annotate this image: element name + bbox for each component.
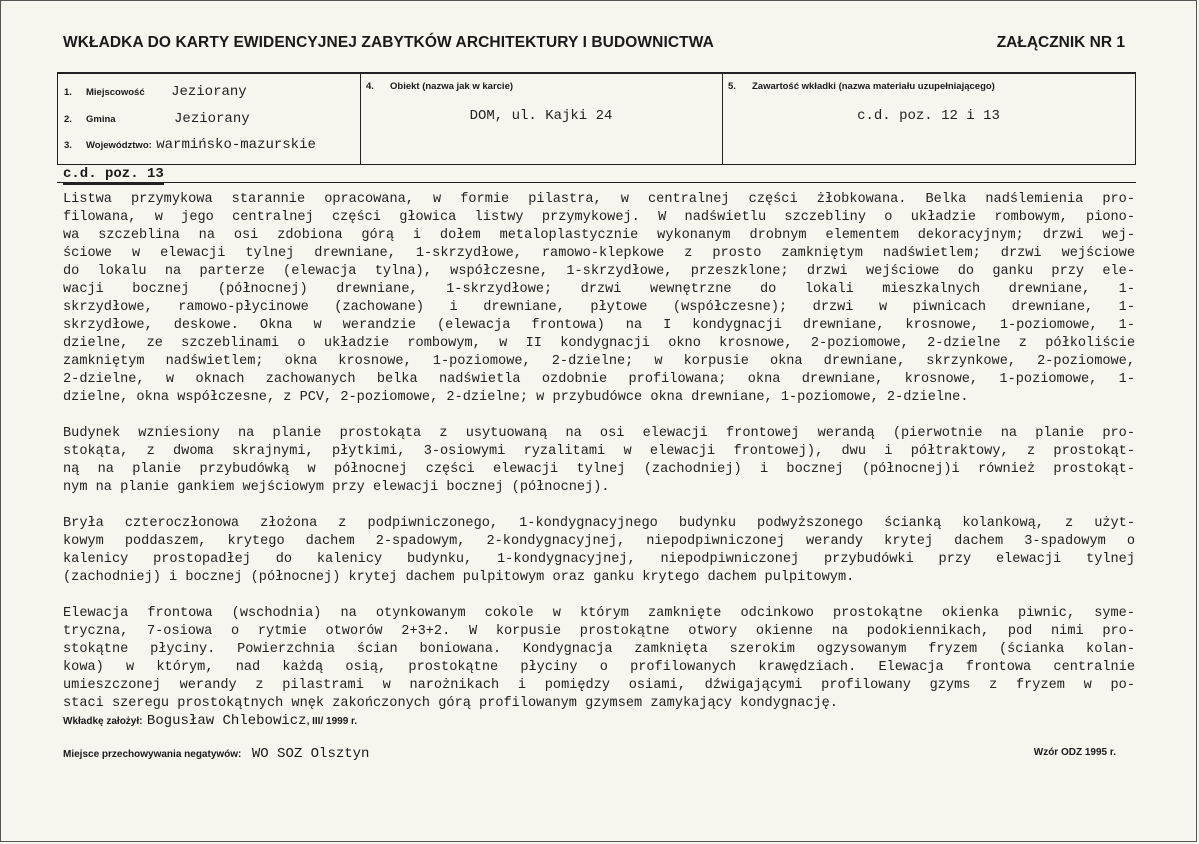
text-line: ściowe w elewacji tylnej drewniane, 1-skrzydłowe, ramowo-klepkowe z prosto zamkniętym nadświetlem; drzwi wejściowe — [63, 246, 1135, 261]
text-line: stokątne płyciny. Powierzchnia ścian boniowana. Kondygnacja zamknięta szerokim ogzysowanym fryzem (ścianka kolan- — [63, 642, 1135, 657]
field-number: 4. — [366, 81, 374, 92]
province-row — [64, 135, 316, 153]
text-line: tryczna, 7-osiowa o rytmie otworów 2+3+2. W korpusie prostokątne otwory okienne na podokiennikach, pod nimi pro- — [63, 624, 1135, 639]
text-line: kowa) w którym, nad każdą osią, prostokątne płyciny o profilowanych krawędziach. Elewacja frontowa centralnie — [63, 660, 1135, 675]
field-number: 1. — [64, 87, 72, 98]
text-line: filowana, w jego centralnej części głowica listwy przymykowej. W nadświetlu szczebliny o układzie rombowym, piono- — [63, 210, 1135, 225]
author-name: Bogusław Chlebowicz — [146, 713, 307, 729]
text-line: dzielne, okna współczesne, z PCV, 2-poziomowe, 2-dzielne; w przybudówce okna drewniane, 1-poziomowe, 2-dzielne. — [63, 390, 969, 405]
storage-value: WO SOZ Olsztyn — [251, 746, 370, 762]
paragraph — [63, 515, 1135, 587]
paragraph — [63, 191, 1135, 407]
author-date: , III/ 1999 r. — [306, 716, 358, 727]
location-column — [58, 74, 361, 164]
content-column — [722, 74, 1135, 164]
text-line: wacji bocznej (północnej) drewniane, 1-skrzydłowe; drzwi wewnętrzne do lokali mieszkalnych drewniane, 1- — [63, 282, 1135, 297]
province-value: warmińsko-mazurskie — [156, 137, 316, 153]
commune-value: Jeziorany — [174, 111, 250, 127]
locality-value: Jeziorany — [171, 84, 247, 100]
text-line: kowym poddaszem, krytego dachem 2-spadowym, 2-kondygnacyjnej, niepodpiwniczonej werandy krytej dachem 3-spadowym o — [63, 534, 1135, 549]
text-line: do lokalu na parterze (elewacja tylna), współczesne, 1-skrzydłowe, przeszklone; drzwi wejściowe do ganku przy ele- — [63, 264, 1135, 279]
section-divider — [57, 182, 1136, 183]
text-line: stokąta, z dwoma skrajnymi, płytkimi, 3-osiowymi ryzalitami w elewacji frontowej), dwu i półtraktowy, z prostokąt- — [63, 444, 1135, 459]
text-line: umieszczonej werandy z pilastrami w narożnikach i pomiędzy osiami, dźwigającymi profilowany gzyms z fryzem w po- — [63, 678, 1135, 693]
text-line: kalenicy prostopadłej do kalenicy budynku, 1-kondygnacyjnej, niepodpiwniczonej przybudówki przy elewacji tylnej — [63, 552, 1135, 567]
text-line: Elewacja frontowa (wschodnia) na otynkowanym cokole w którym zamknięte odcinkowo prostokątne okienka piwnic, syme- — [63, 606, 1135, 621]
locality-label: Miejscowość — [86, 87, 145, 98]
storage-line — [63, 744, 369, 762]
text-line: (zachodniej) i bocznej (północnej) krytej dachem pulpitowym oraz ganku krytego dachem pulpitowym. — [63, 570, 855, 585]
text-line: wa szczeblina na osi zdobiona górą i dołem metaloplastycznie wykonanym drobnym elementem dekoracyjnym; drzwi wej- — [63, 228, 1135, 243]
author-line — [63, 711, 357, 729]
content-value: c.d. poz. 12 i 13 — [857, 108, 1000, 124]
text-line: 2-dzielne, w oknach zachowanych belka nadświetla ozdobnie profilowana; okna drewniane, krosnowe, 1-poziomowe, 1- — [63, 372, 1135, 387]
storage-label: Miejsce przechowywania negatywów: — [63, 749, 242, 760]
text-line: dzielne, ze szczeblinami o układzie rombowym, w II kondygnacji okno krosnowe, 2-poziomowe, 2-dzielne z półkoliście — [63, 336, 1135, 351]
document-title: WKŁADKA DO KARTY EWIDENCYJNEJ ZABYTKÓW ARCHITEKTURY I BUDOWNICTWA — [63, 34, 714, 51]
paragraph — [63, 605, 1135, 713]
text-line: zamkniętym nadświetlem; okna krosnowe, 1-poziomowe, 2-dzielne; w korpusie okna drewniane, skrzynkowe, 2-poziomowe, — [63, 354, 1135, 369]
section-title: c.d. poz. 13 — [63, 166, 164, 185]
text-line: staci szeregu prostokątnych wnęk zakończonych górą profilowanym gzymsem zamykający kondygnację. — [63, 696, 838, 711]
paragraph — [63, 425, 1135, 497]
text-line: Bryła czteroczłonowa złożona z podpiwniczonego, 1-kondygnacyjnego budynku podwyższonego ścianką kolankową, z użyt- — [63, 516, 1135, 531]
annex-number: ZAŁĄCZNIK NR 1 — [996, 34, 1125, 51]
text-line: skrzydłowe, deskowe. Okna w werandzie (elewacja frontowa) na I kondygnacji drewniane, krosnowe, 1-poziomowe, 1- — [63, 318, 1135, 333]
locality-row — [64, 82, 247, 100]
text-line: skrzydłowe, ramowo-płycinowe (zachowane) i drewniane, płytowe (współczesne); drzwi w piwnicach drewniane, 1- — [63, 300, 1135, 315]
text-line: ną na planie przybudówką w północnej części elewacji tylnej (zachodniej) i bocznej (północnej)i również prostokąt- — [63, 462, 1135, 477]
province-label: Województwo: — [86, 140, 152, 151]
template-version: Wzór ODZ 1995 r. — [1033, 747, 1116, 758]
text-line: nym na planie gankiem wejściowym przy elewacji bocznej (północnej). — [63, 480, 610, 495]
text-line: Budynek wzniesiony na planie prostokąta z usytuowaną na osi elewacji frontowej werandą (pierwotnie na planie pro- — [63, 426, 1135, 441]
object-value: DOM, ul. Kajki 24 — [469, 108, 613, 124]
author-label: Wkładkę założył: — [63, 716, 143, 727]
commune-label: Gmina — [86, 114, 116, 125]
field-number: 3. — [64, 140, 72, 151]
commune-row — [64, 109, 250, 127]
info-box — [57, 72, 1136, 165]
text-line: Listwa przymykowa starannie opracowana, w formie pilastra, w centralnej części żłobkowana. Belka nadślemienia pro- — [63, 192, 1135, 207]
description-text — [63, 191, 1135, 731]
content-label: Zawartość wkładki (nazwa materiału uzupełniającego) — [752, 81, 995, 92]
content-header — [728, 76, 995, 94]
field-number: 2. — [64, 114, 72, 125]
field-number: 5. — [728, 81, 736, 92]
object-label: Obiekt (nazwa jak w karcie) — [390, 81, 514, 92]
object-header — [366, 76, 513, 94]
object-column — [360, 74, 723, 164]
